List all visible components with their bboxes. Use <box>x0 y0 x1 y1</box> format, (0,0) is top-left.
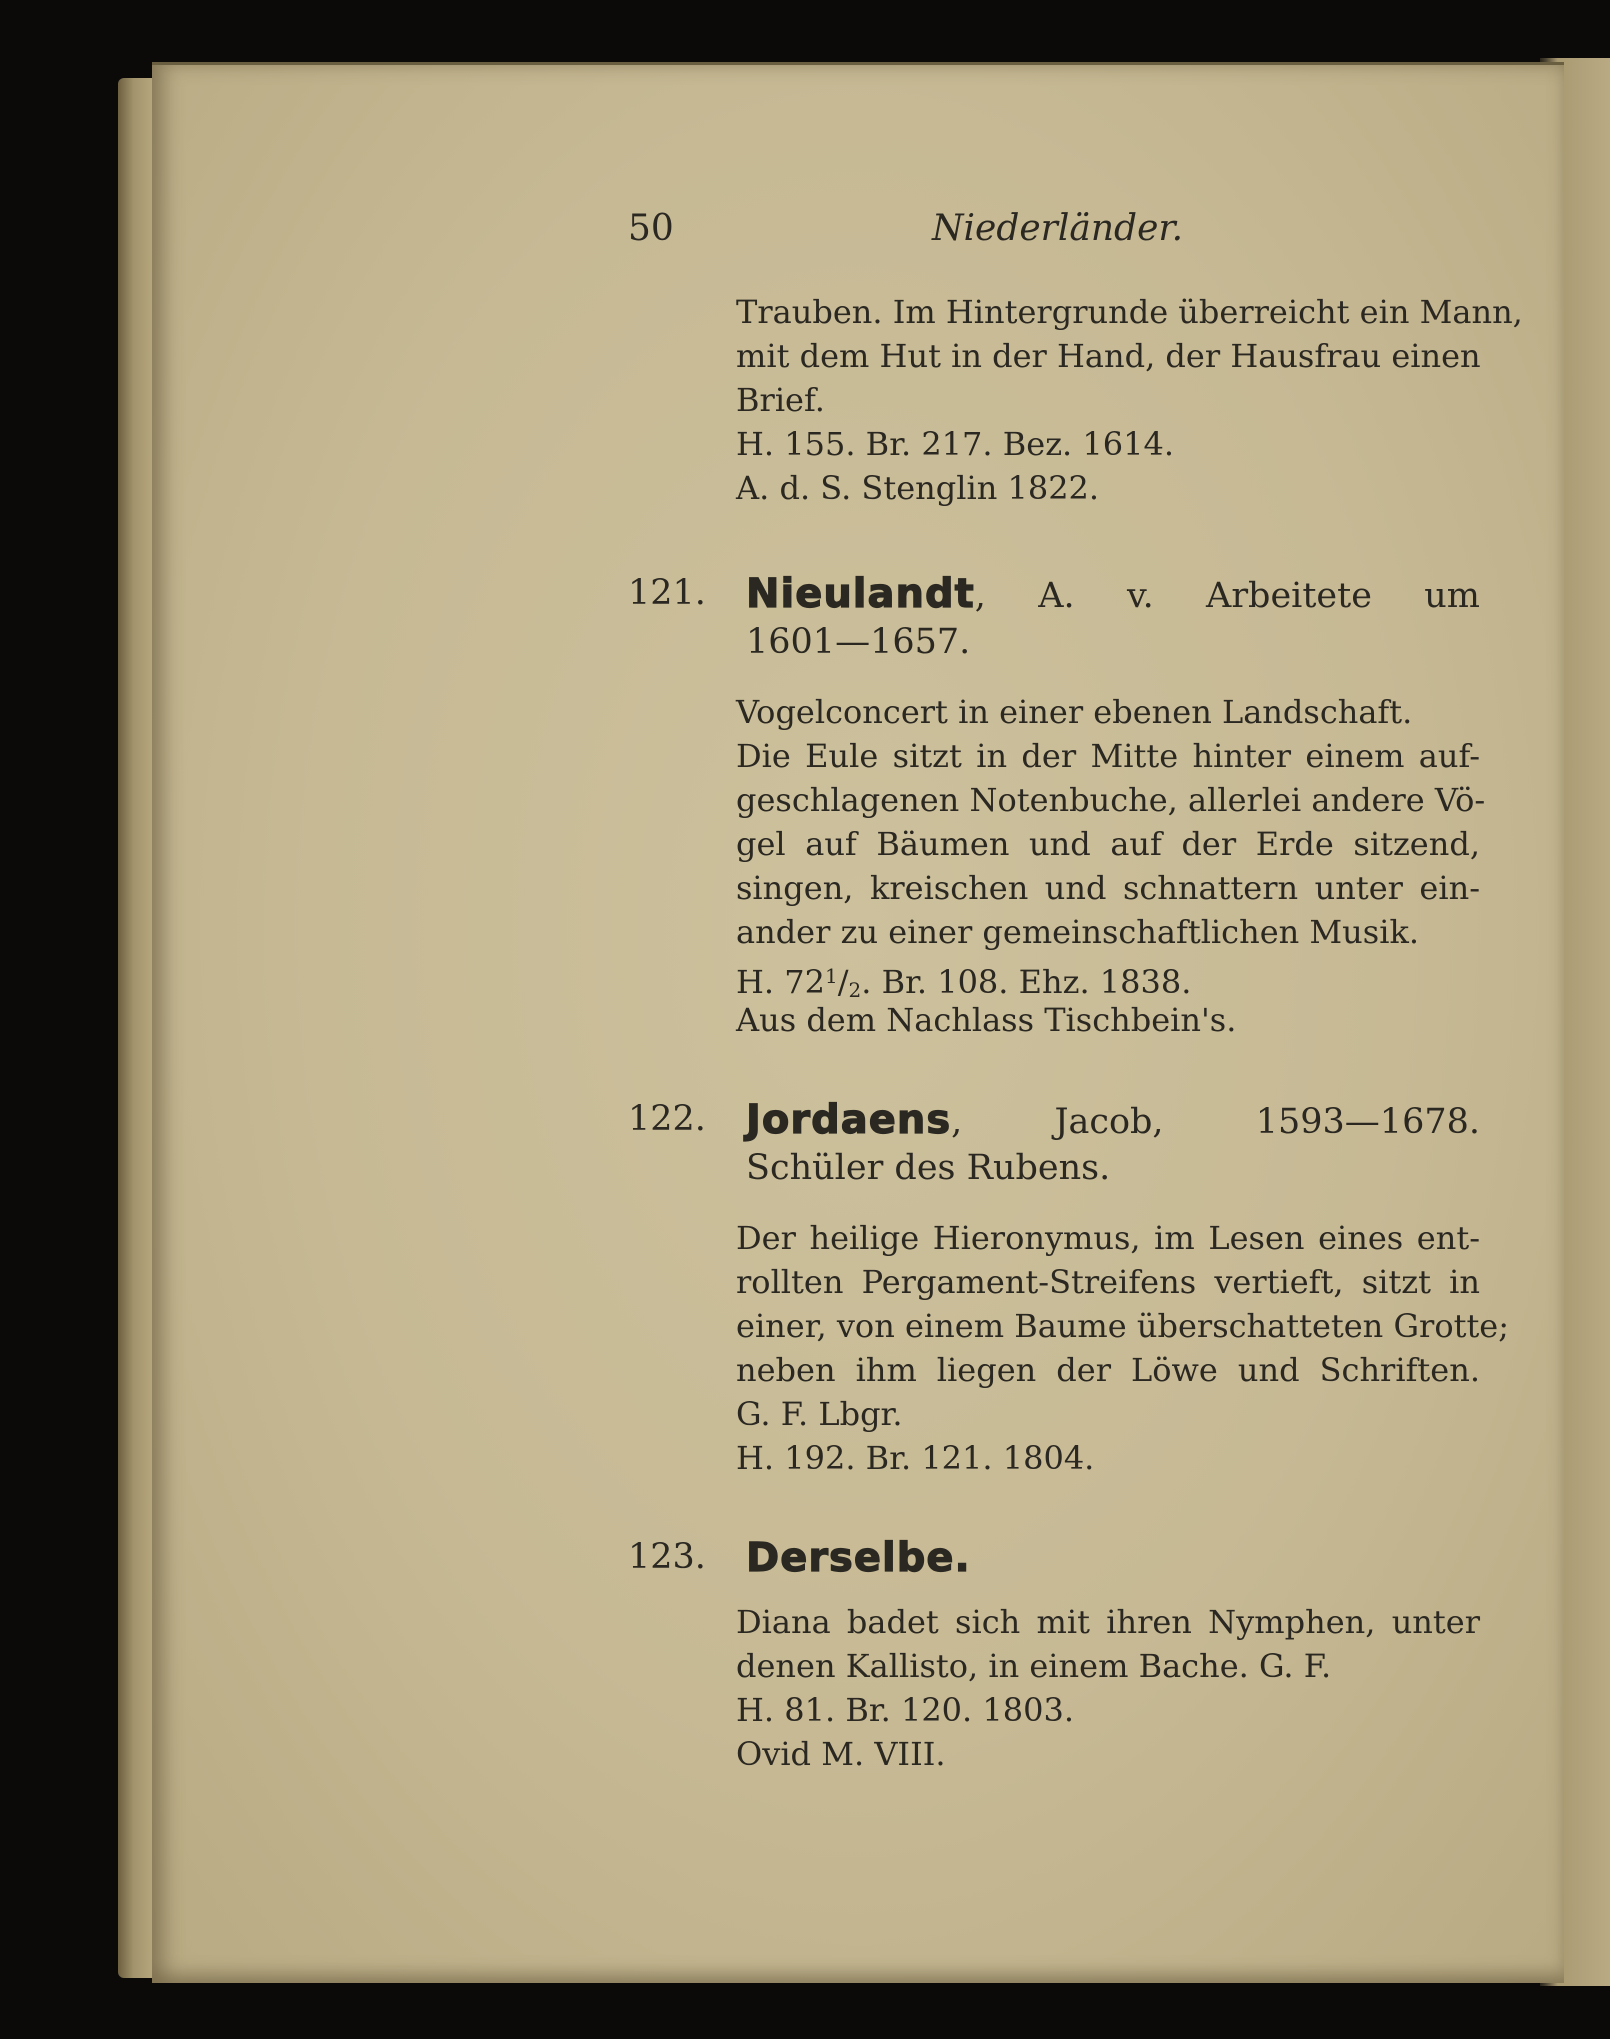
text-line: gel auf Bäumen und auf der Erde sitzend, <box>736 825 1480 863</box>
text-line: Der heilige Hieronymus, im Lesen eines ent- <box>736 1219 1480 1257</box>
artist-dates: 1601—1657. <box>746 622 971 662</box>
text-line: denen Kallisto, in einem Bache. G. F. <box>736 1647 1332 1685</box>
text-line: ander zu einer gemeinschaftlichen Musik. <box>736 913 1419 951</box>
measurements: H. $72^1/_2$. Br. 108. Ehz. 1838. <box>736 963 1192 1002</box>
text-line: Vogelconcert in einer ebenen Landschaft. <box>736 693 1413 731</box>
entry-123-description <box>736 1600 1480 1776</box>
continuation-text <box>736 290 1523 510</box>
measure-rest: . Br. 108. Ehz. 1838. <box>861 963 1192 1001</box>
heading-line <box>746 1096 1480 1144</box>
text-line: G. F. Lbgr. <box>736 1395 903 1433</box>
entry-number: 123. <box>628 1537 706 1577</box>
provenance: Aus dem Nachlass Tischbein's. <box>736 1001 1237 1039</box>
text-line: Brief. <box>736 381 825 419</box>
text-line: geschlagenen Notenbuche, allerlei andere Vö- <box>736 781 1486 819</box>
text-line: Die Eule sitzt in der Mitte hinter einem auf- <box>736 737 1480 775</box>
text-line: singen, kreischen und schnattern unter ein- <box>736 869 1480 907</box>
page-number: 50 <box>628 208 674 249</box>
heading-line <box>746 570 1480 618</box>
measurements: H. 81. Br. 120. 1803. <box>736 1691 1074 1729</box>
heading-line <box>746 1534 1480 1582</box>
measure-prefix: H. 72 <box>736 963 825 1001</box>
fraction-denominator: 2 <box>848 978 862 1002</box>
text-line: H. 155. Br. 217. Bez. 1614. <box>736 425 1174 463</box>
entry-122-description <box>736 1216 1510 1480</box>
running-head <box>628 204 1488 254</box>
reference: Ovid M. VIII. <box>736 1735 946 1773</box>
artist-name: Derselbe. <box>746 1535 971 1581</box>
text-line: A. d. S. Stenglin 1822. <box>736 469 1100 507</box>
text-line: neben ihm liegen der Löwe und Schriften. <box>736 1351 1480 1389</box>
measurements: H. 192. Br. 121. 1804. <box>736 1439 1095 1477</box>
entry-number: 122. <box>628 1099 706 1139</box>
artist-name: Jordaens <box>746 1097 952 1143</box>
entry-121-description <box>736 690 1486 1042</box>
fraction-numerator: 1 <box>824 964 838 988</box>
text-line: rollten Pergament-Streifens vertieft, sitzt in <box>736 1263 1480 1301</box>
text-line: einer, von einem Baume überschatteten Grotte; <box>736 1307 1510 1345</box>
text-line: Diana badet sich mit ihren Nymphen, unter <box>736 1603 1480 1641</box>
entry-number: 121. <box>628 573 706 613</box>
artist-teacher: Schüler des Rubens. <box>746 1148 1111 1188</box>
text-line: mit dem Hut in der Hand, der Hausfrau einen <box>736 337 1481 375</box>
running-title: Niederländer. <box>932 208 1184 249</box>
heading-details: , A. v. Arbeitete um <box>974 576 1480 616</box>
text-line: Trauben. Im Hintergrunde überreicht ein Mann, <box>736 293 1523 331</box>
heading-details: , Jacob, 1593—1678. <box>951 1102 1480 1142</box>
artist-name: Nieulandt <box>746 571 975 617</box>
